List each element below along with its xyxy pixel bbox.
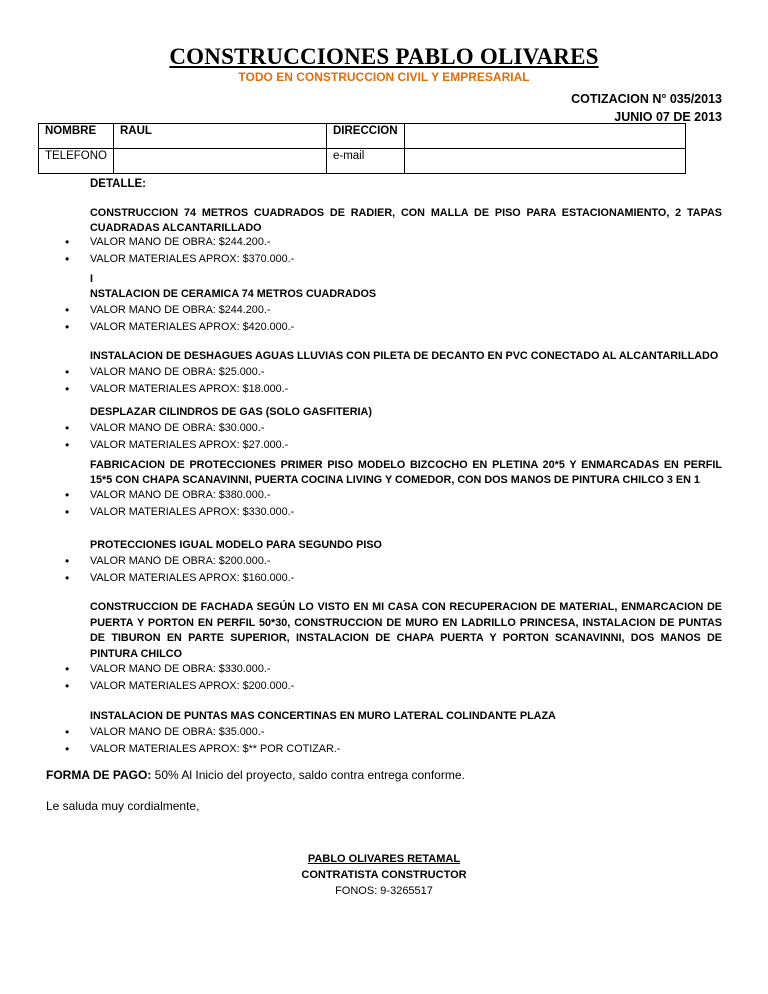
address-value (404, 124, 685, 149)
labor-value: • VALOR MANO DE OBRA: $200.000.- (90, 553, 294, 570)
email-label: e-mail (326, 149, 404, 174)
materials-value: • VALOR MATERIALES APROX: $160.000.- (90, 570, 294, 587)
item-prices (90, 364, 288, 397)
closing-greeting: Le saluda muy cordialmente, (46, 799, 200, 813)
item-prices (90, 487, 294, 520)
payment-terms (46, 768, 465, 782)
quote-header (571, 90, 722, 126)
detail-label: DETALLE: (90, 178, 147, 190)
signature-role: CONTRATISTA CONSTRUCTOR (301, 869, 467, 881)
item-prices (90, 302, 294, 335)
name-label: NOMBRE (39, 124, 114, 149)
item-prices (90, 661, 294, 694)
payment-label: FORMA DE PAGO: (46, 768, 152, 782)
client-info-table (38, 123, 686, 174)
item-description: INSTALACION DE DESHAGUES AGUAS LLUVIAS CON PILETA DE DECANTO EN PVC CONECTADO AL ALCANTARILLADO (90, 350, 719, 362)
labor-value: • VALOR MANO DE OBRA: $30.000.- (90, 420, 288, 437)
materials-value: • VALOR MATERIALES APROX: $27.000.- (90, 437, 288, 454)
payment-text: 50% Al Inicio del proyecto, saldo contra entrega conforme. (151, 768, 465, 782)
item-description: INSTALACION DE PUNTAS MAS CONCERTINAS EN MURO LATERAL COLINDANTE PLAZA (90, 710, 556, 722)
item-description: DESPLAZAR CILINDROS DE GAS (SOLO GASFITERIA) (90, 406, 372, 418)
email-value (404, 149, 685, 174)
phone-label: TELEFONO (39, 149, 114, 174)
signature-block (0, 851, 768, 899)
item-prices (90, 420, 288, 453)
phone-value (113, 149, 326, 174)
labor-value: • VALOR MANO DE OBRA: $244.200.- (90, 302, 294, 319)
labor-value: • VALOR MANO DE OBRA: $330.000.- (90, 661, 294, 678)
materials-value: • VALOR MATERIALES APROX: $420.000.- (90, 319, 294, 336)
address-label: DIRECCION (326, 124, 404, 149)
quote-date: JUNIO 07 DE 2013 (614, 110, 722, 124)
quote-number: COTIZACION N° 035/2013 (571, 92, 722, 106)
company-title: CONSTRUCCIONES PABLO OLIVARES (169, 44, 599, 69)
labor-value: • VALOR MANO DE OBRA: $35.000.- (90, 724, 340, 741)
item-prices (90, 553, 294, 586)
labor-value: • VALOR MANO DE OBRA: $244.200.- (90, 234, 294, 251)
materials-value: • VALOR MATERIALES APROX: $18.000.- (90, 381, 288, 398)
item-description: CONSTRUCCION DE FACHADA SEGÚN LO VISTO EN MI CASA CON RECUPERACION DE MATERIAL, ENMARCACION DE PUERTA Y PORTON EN PERFIL 50*30, CONSTRUCCION DE MURO EN LADRILLO PRINCESA, INSTALACION DE PUNTAS DE TIBURON EN PARTE SUPERIOR, INSTALACION DE CHAPA PUERTA Y PORTON SCANAVINNI, DOS MANOS DE PINTURA CHILCO (90, 601, 722, 660)
materials-value: • VALOR MATERIALES APROX: $330.000.- (90, 504, 294, 521)
company-tagline: TODO EN CONSTRUCCION CIVIL Y EMPRESARIAL (238, 70, 530, 84)
signature-name: PABLO OLIVARES RETAMAL (307, 853, 461, 865)
materials-value: • VALOR MATERIALES APROX: $370.000.- (90, 251, 294, 268)
item-prefix: I (90, 273, 93, 285)
signature-phone: FONOS: 9-3265517 (335, 885, 433, 897)
item-prices (90, 234, 294, 267)
item-description: PROTECCIONES IGUAL MODELO PARA SEGUNDO PISO (90, 539, 382, 551)
materials-value: • VALOR MATERIALES APROX: $200.000.- (90, 678, 294, 695)
item-prices (90, 724, 340, 757)
name-value: RAUL (113, 124, 326, 149)
item-description: NSTALACION DE CERAMICA 74 METROS CUADRADOS (90, 288, 377, 300)
labor-value: • VALOR MANO DE OBRA: $380.000.- (90, 487, 294, 504)
item-description: FABRICACION DE PROTECCIONES PRIMER PISO MODELO BIZCOCHO EN PLETINA 20*5 Y ENMARCADAS EN PERFIL 15*5 CON CHAPA SCANAVINNI, PUERTA COCINA LIVING Y COMEDOR, CON DOS MANOS DE PINTURA CHILCO 3 EN 1 (90, 459, 722, 486)
materials-value: • VALOR MATERIALES APROX: $** POR COTIZAR.- (90, 741, 340, 758)
labor-value: • VALOR MANO DE OBRA: $25.000.- (90, 364, 288, 381)
item-description: CONSTRUCCION 74 METROS CUADRADOS DE RADIER, CON MALLA DE PISO PARA ESTACIONAMIENTO, 2 TAPAS CUADRADAS ALCANTARILLADO (90, 207, 722, 234)
